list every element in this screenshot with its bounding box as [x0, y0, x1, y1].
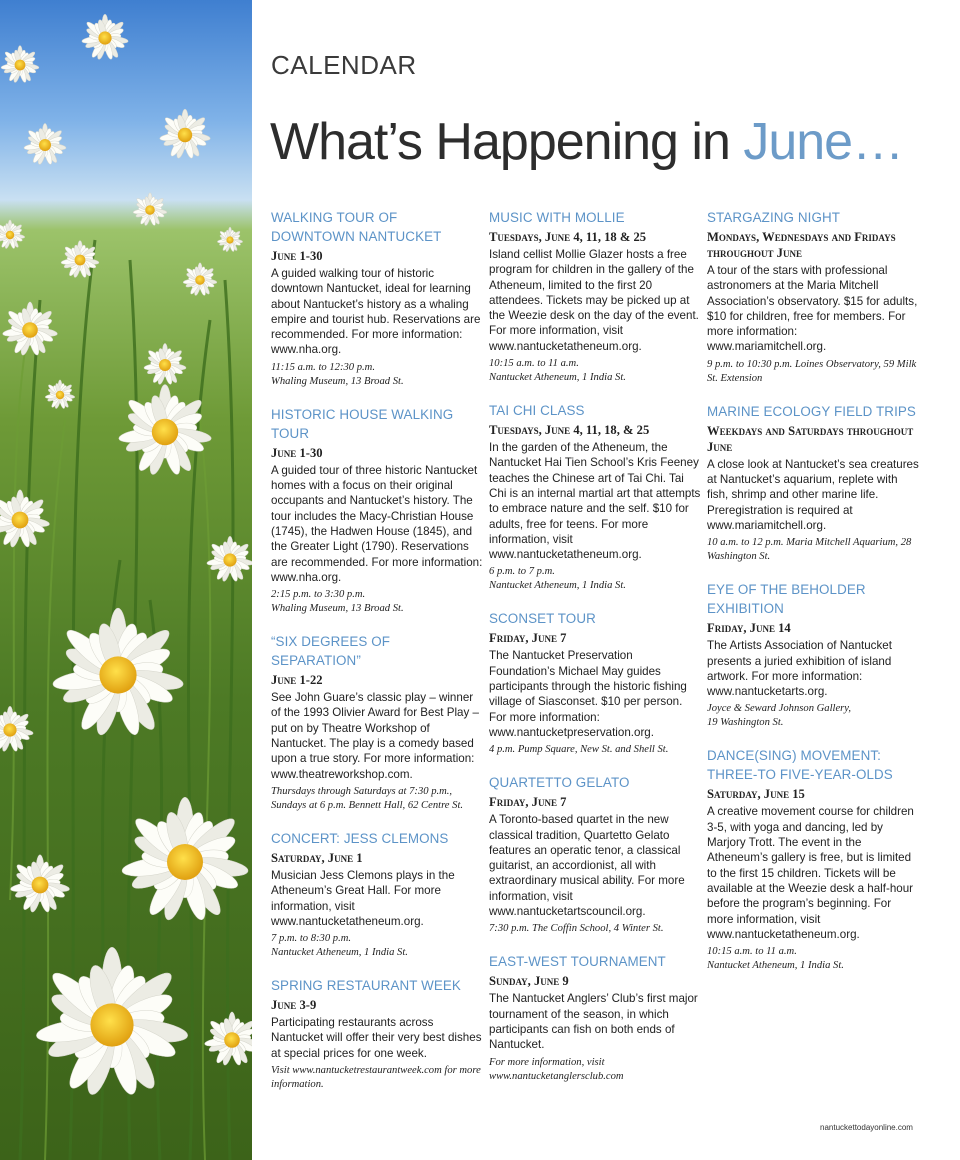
event-title: DANCE(SING) MOVEMENT: THREE-TO FIVE-YEAR-OLDS [707, 748, 893, 783]
event-listing [271, 976, 483, 1092]
event-listing [271, 829, 483, 960]
event-location: For more information, visit www.nantucketanglersclub.com [489, 1056, 624, 1082]
daisy-flower [0, 220, 25, 249]
event-description: Participating restaurants across Nantucket will offer their very best dishes at special prices for one week. [271, 1016, 482, 1060]
event-date: Tuesdays, June 4, 11, 18, & 25 [489, 423, 650, 438]
daisy-flower [1, 46, 39, 83]
event-title: HISTORIC HOUSE WALKING TOUR [271, 406, 454, 441]
event-description: A close look at Nantucket’s sea creatures at Nantucket’s aquarium, replete with fish, shrimp and other marine life. Preregistration is required at www.mariamitchell.org. [707, 457, 919, 532]
event-listing [707, 580, 919, 730]
event-location: 10:15 a.m. to 11 a.m. Nantucket Atheneum, 1 India St. [489, 358, 626, 384]
event-date: Mondays, Wednesdays and Fridays throughout June [707, 230, 896, 260]
daisy-flower [0, 706, 34, 752]
event-date: Saturday, June 1 [271, 850, 363, 865]
event-location: Joyce & Seward Johnson Gallery, 19 Washington St. [707, 703, 852, 729]
event-title: SPRING RESTAURANT WEEK [271, 978, 461, 994]
event-location: 6 p.m. to 7 p.m. Nantucket Atheneum, 1 India St. [489, 566, 626, 592]
daisy-flower [159, 109, 210, 159]
event-listing [489, 401, 701, 593]
event-title: MUSIC WITH MOLLIE [489, 210, 625, 225]
headline-accent: June… [743, 113, 904, 171]
event-description: A guided tour of three historic Nantucket homes with a focus on their original occupants and Nantucket’s history. The tour includes the Macy-Christian House (1745), the Hadwen House (1845), and the Greater Light (1790). Reservations are recommended. For more information: www.nha.org. [271, 463, 483, 584]
event-title: QUARTETTO GELATO [489, 775, 630, 791]
event-date: Tuesdays, June 4, 11, 18 & 25 [489, 230, 647, 244]
event-listing [271, 208, 483, 389]
event-date: June 3-9 [271, 998, 317, 1013]
event-location: Thursdays through Saturdays at 7:30 p.m., Sundays at 6 p.m. Bennett Hall, 62 Centre St. [271, 785, 464, 811]
event-listing [489, 609, 701, 757]
calendar-column-3 [707, 208, 919, 989]
event-date: Friday, June 7 [489, 795, 567, 810]
event-location: 2:15 p.m. to 3:30 p.m. Whaling Museum, 13 Broad St. [271, 589, 404, 615]
event-description: A creative movement course for children 3-5, with yoga and dancing, led by Marjory Trott. The event in the Atheneum’s gallery is free, but is limited to the first 15 children. Tickets will be available at the Weezie desk a half-hour before the program’s beginning. For more information, visit www.nantucketatheneum.org. [707, 805, 914, 941]
page-title [270, 112, 903, 172]
event-location: 4 p.m. Pump Square, New St. and Shell St. [489, 744, 669, 756]
event-location: 11:15 a.m. to 12:30 p.m. Whaling Museum, 13 Broad St. [271, 361, 404, 387]
event-title: EYE OF THE BEHOLDER EXHIBITION [707, 582, 866, 617]
daisy-flower [0, 490, 50, 548]
daisy-field-photo [0, 0, 252, 1160]
event-title: EAST-WEST TOURNAMENT [489, 954, 666, 970]
daisy-flower [24, 123, 67, 165]
event-description: A Toronto-based quartet in the new classical tradition, Quartetto Gelato features an operatic tenor, a classical guitarist, an accordionist, all with extraordinary musical ability. For more information, visit www.nantucketartscouncil.org. [489, 813, 685, 919]
event-listing [707, 746, 919, 973]
event-description: A tour of the stars with professional astronomers at the Maria Mitchell Association’s observatory. $15 for adults, $10 for children, free for members. For more information: www.mariamitchell.org. [707, 264, 918, 354]
event-description: The Artists Association of Nantucket presents a juried exhibition of island artwork. For more information: www.nantucketarts.org. [707, 639, 892, 699]
event-date: June 1-22 [271, 673, 323, 688]
daisy-flower [45, 380, 75, 409]
event-date: Friday, June 7 [489, 631, 567, 646]
event-description: See John Guare’s classic play – winner of the 1993 Olivier Award for Best Play – put on by Theatre Workshop of Nantucket. The play is a comedy based upon a true story. For more information: www.theatreworkshop.com. [271, 691, 479, 781]
event-location: 10 a.m. to 12 p.m. Maria Mitchell Aquarium, 28 Washington St. [707, 537, 912, 563]
daisy-flower [217, 227, 243, 252]
event-location: 7:30 p.m. The Coffin School, 4 Winter St. [489, 923, 664, 935]
event-title: TAI CHI CLASS [489, 403, 585, 419]
event-location: 7 p.m. to 8:30 p.m. Nantucket Atheneum, 1 India St. [271, 933, 408, 959]
daisy-flower [206, 536, 252, 582]
event-description: A guided walking tour of historic downtown Nantucket, ideal for learning about Nantucket’s history as a whaling empire and tourist hub. Reservations are recommended. For more information: www.nha.org. [271, 267, 481, 357]
daisy-flower [183, 263, 217, 296]
event-location: 10:15 a.m. to 11 a.m. Nantucket Atheneum, 1 India St. [707, 946, 844, 972]
event-description: The Nantucket Preservation Foundation’s Michael May guides participants through the historic fishing village of Siasconset. $10 per person. For more information: www.nantucketpreservation.org. [489, 649, 687, 739]
event-date: June 1-30 [271, 445, 323, 460]
headline-main: What’s Happening in [270, 113, 744, 171]
event-listing [707, 402, 919, 564]
event-title: SCONSET TOUR [489, 611, 596, 627]
event-title: “SIX DEGREES OF SEPARATION” [271, 634, 391, 669]
footer-url: nantuckettodayonline.com [820, 1123, 913, 1132]
event-date: Sunday, June 9 [489, 974, 569, 989]
event-title: MARINE ECOLOGY FIELD TRIPS [707, 403, 916, 419]
event-location: Visit www.nantucketrestaurantweek.com for more information. [271, 1065, 481, 1091]
event-listing [489, 208, 701, 385]
event-listing [707, 208, 919, 386]
daisy-flower [204, 1012, 252, 1066]
event-listing [489, 952, 701, 1083]
event-date: Friday, June 14 [707, 621, 791, 636]
event-listing [489, 773, 701, 936]
event-date: Saturday, June 15 [707, 787, 805, 802]
event-location: 9 p.m. to 10:30 p.m. Loines Observatory, 59 Milk St. Extension [707, 358, 917, 384]
daisy-flower [10, 855, 70, 913]
event-description: In the garden of the Atheneum, the Nantucket Hai Tien School’s Kris Feeney teaches the Chinese art of Tai Chi. Tai Chi is an internal martial art that attempts to embrace nature and the self. $10 for adults, free for teens. For more information, visit www.nantucketatheneum.org. [489, 441, 701, 562]
event-title: WALKING TOUR OF DOWNTOWN NANTUCKET [271, 210, 442, 244]
daisy-flower [144, 343, 187, 385]
daisy-flower [2, 302, 58, 356]
calendar-column-1 [271, 208, 483, 1108]
daisy-flower [35, 947, 189, 1097]
event-date: June 1-30 [271, 249, 323, 263]
event-title: CONCERT: JESS CLEMONS [271, 830, 449, 846]
event-description: Island cellist Mollie Glazer hosts a free program for children in the gallery of the Atheneum, limited to the first 20 attendees. Tickets may be picked up at the Weezie desk on the day of the event. For more information, visit www.nantucketatheneum.org. [489, 248, 699, 353]
calendar-column-2 [489, 208, 701, 1100]
daisy-flower [133, 193, 167, 226]
event-listing [271, 405, 483, 616]
event-description: Musician Jess Clemons plays in the Atheneum’s Great Hall. For more information, visit www.nantucketatheneum.org. [271, 868, 455, 928]
event-title: STARGAZING NIGHT [707, 210, 841, 225]
event-listing [271, 632, 483, 813]
event-date: Weekdays and Saturdays throughout June [707, 423, 914, 454]
event-description: The Nantucket Anglers’ Club’s first major tournament of the season, in which participants can fish on both ends of Nantucket. [489, 992, 698, 1052]
section-label: CALENDAR [271, 50, 417, 80]
daisy-flower [81, 14, 128, 60]
